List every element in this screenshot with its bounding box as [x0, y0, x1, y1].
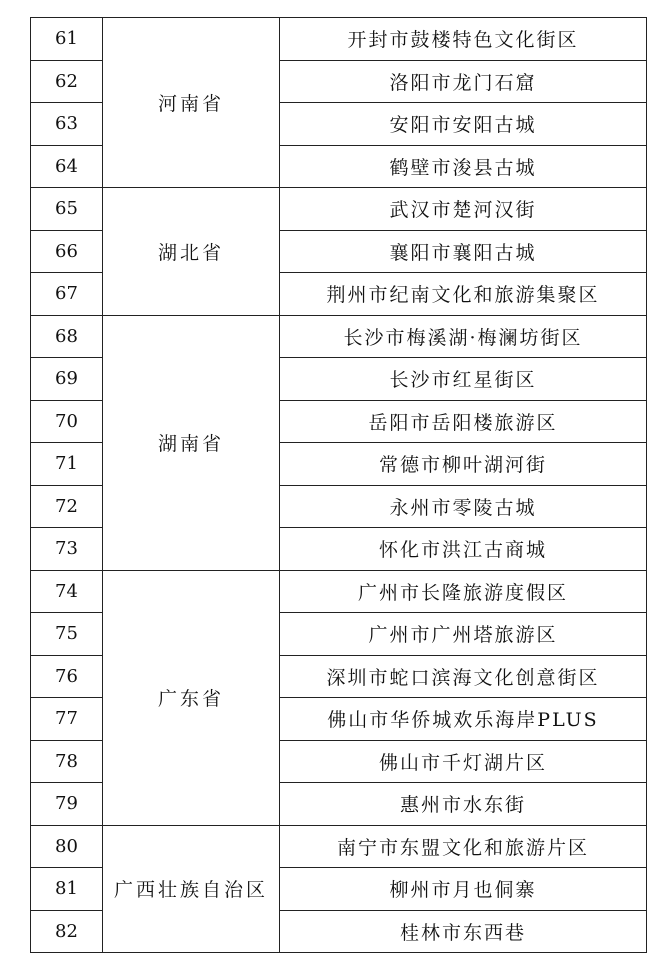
row-number-cell: 77 — [31, 698, 103, 741]
district-name-cell: 洛阳市龙门石窟 — [280, 60, 647, 103]
row-number-cell: 78 — [31, 740, 103, 783]
row-number-cell: 72 — [31, 485, 103, 528]
row-number-cell: 74 — [31, 570, 103, 613]
district-name-cell: 广州市广州塔旅游区 — [280, 613, 647, 656]
row-number-cell: 61 — [31, 18, 103, 61]
row-number-cell: 63 — [31, 103, 103, 146]
district-name-cell: 深圳市蛇口滨海文化创意街区 — [280, 655, 647, 698]
district-name-cell: 怀化市洪江古商城 — [280, 528, 647, 571]
province-cell: 河南省 — [103, 18, 280, 188]
district-name-cell: 安阳市安阳古城 — [280, 103, 647, 146]
district-name-cell: 襄阳市襄阳古城 — [280, 230, 647, 273]
row-number-cell: 66 — [31, 230, 103, 273]
district-name-cell: 荆州市纪南文化和旅游集聚区 — [280, 273, 647, 316]
row-number-cell: 73 — [31, 528, 103, 571]
row-number-cell: 64 — [31, 145, 103, 188]
district-name-cell: 柳州市月也侗寨 — [280, 868, 647, 911]
table-row — [31, 18, 647, 61]
row-number-cell: 81 — [31, 868, 103, 911]
row-number-cell: 62 — [31, 60, 103, 103]
district-name-cell: 佛山市千灯湖片区 — [280, 740, 647, 783]
row-number-cell: 76 — [31, 655, 103, 698]
row-number-cell: 82 — [31, 910, 103, 953]
district-name-cell: 开封市鼓楼特色文化街区 — [280, 18, 647, 61]
row-number-cell: 75 — [31, 613, 103, 656]
row-number-cell: 68 — [31, 315, 103, 358]
row-number-cell: 71 — [31, 443, 103, 486]
district-name-cell: 长沙市红星街区 — [280, 358, 647, 401]
table-row — [31, 825, 647, 868]
province-cell: 湖北省 — [103, 188, 280, 316]
row-number-cell: 79 — [31, 783, 103, 826]
row-number-cell: 69 — [31, 358, 103, 401]
district-name-cell: 广州市长隆旅游度假区 — [280, 570, 647, 613]
table-row — [31, 188, 647, 231]
table-body — [31, 18, 647, 953]
district-name-cell: 岳阳市岳阳楼旅游区 — [280, 400, 647, 443]
district-name-cell: 常德市柳叶湖河街 — [280, 443, 647, 486]
district-name-cell: 鹤壁市浚县古城 — [280, 145, 647, 188]
row-number-cell: 70 — [31, 400, 103, 443]
district-name-cell: 桂林市东西巷 — [280, 910, 647, 953]
district-table — [30, 17, 647, 953]
province-cell: 广东省 — [103, 570, 280, 825]
province-cell: 湖南省 — [103, 315, 280, 570]
district-name-cell: 武汉市楚河汉街 — [280, 188, 647, 231]
district-name-cell: 永州市零陵古城 — [280, 485, 647, 528]
table-row — [31, 570, 647, 613]
district-name-cell: 惠州市水东街 — [280, 783, 647, 826]
province-cell: 广西壮族自治区 — [103, 825, 280, 953]
district-name-cell: 长沙市梅溪湖·梅澜坊街区 — [280, 315, 647, 358]
table-row — [31, 315, 647, 358]
district-name-cell: 佛山市华侨城欢乐海岸PLUS — [280, 698, 647, 741]
district-name-cell: 南宁市东盟文化和旅游片区 — [280, 825, 647, 868]
row-number-cell: 67 — [31, 273, 103, 316]
row-number-cell: 80 — [31, 825, 103, 868]
row-number-cell: 65 — [31, 188, 103, 231]
